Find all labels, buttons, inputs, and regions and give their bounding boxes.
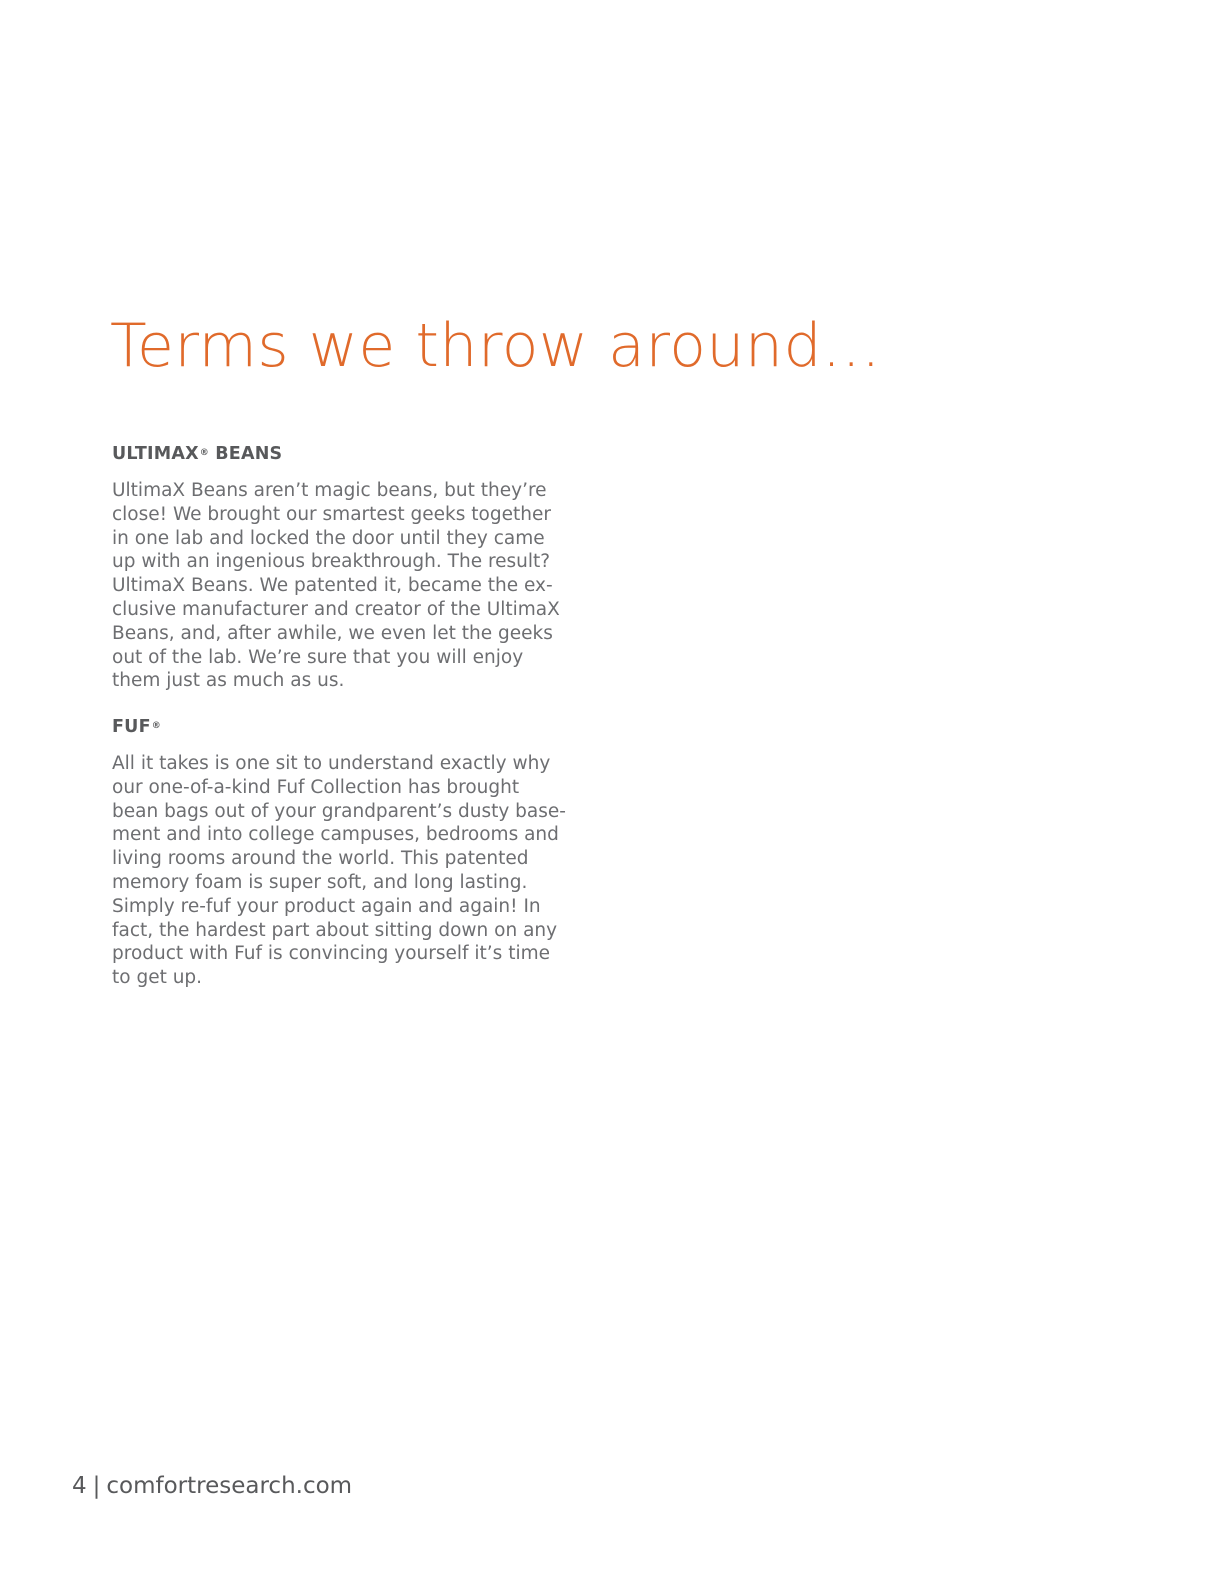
- footer-separator: |: [92, 1473, 101, 1499]
- term-heading: [112, 442, 597, 466]
- term-description: UltimaX Beans aren’t magic beans, but they’re close! We brought our smartest geeks together in one lab and locked the door until they came up with an ingenious breakthrough. The result? UltimaX Beans. We patented it, became the ex- clusive manufacturer and creator of the UltimaX Beans, and, after awhile, we even let the geeks out of the lab. We’re sure that you will enjoy them just as much as us.: [112, 480, 560, 692]
- term-ultimax-beans: [112, 442, 597, 693]
- registered-mark: ®: [151, 721, 161, 731]
- term-description: All it takes is one sit to understand exactly why our one-of-a-kind Fuf Collection has brought bean bags out of your grandparent’s dusty base- ment and into college campuses, bedrooms and living rooms around the world. This patented memory foam is super soft, and long lasting. Simply re-fuf your product again and again! In fact, the hardest part about sitting down on any product with Fuf is convincing yourself it’s time to get up.: [112, 753, 566, 989]
- page-number: 4: [72, 1473, 87, 1499]
- term-heading: [112, 715, 597, 739]
- term-heading-text: ULTIMAX: [112, 444, 199, 464]
- registered-mark: ®: [199, 448, 209, 458]
- term-heading-text: FUF: [112, 717, 151, 737]
- page-footer: [72, 1470, 352, 1502]
- website-link[interactable]: comfortresearch.com: [106, 1473, 353, 1499]
- term-fuf: [112, 715, 597, 990]
- term-heading-suffix: BEANS: [208, 444, 283, 464]
- page-title: Terms we throw around...: [110, 311, 881, 381]
